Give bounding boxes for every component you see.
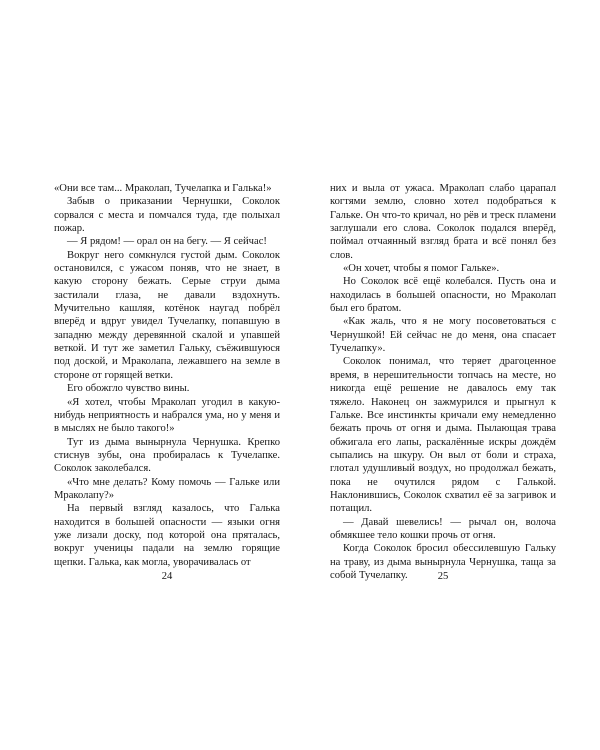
paragraph: Соколок понимал, что теряет драгоценное время, в нерешительности топчась на месте, но никогда ещё решение не давалось ему так тяжело. Наконец он зажмурился и прыгнул к Гальке. Все инстинкты кричали ему немедленно бежать прочь от огня и дыма. Пылающая трава обжигала его лапы, раскалённые искры дождём сыпались на шкуру. Он выл от боли и страха, глотал удушливый воздух, но продолжал бежать, пока не очутился рядом с Галькой. Наклонившись, Соколок схватил её за загривок и потащил.	[330, 356, 556, 515]
paragraph: Вокруг него сомкнулся густой дым. Соколок остановился, с ужасом поняв, что не знает, в какую сторону бежать. Серые струи дыма застилали глаза, не давали вздохнуть. Мучительно кашляя, котёнок наугад побрёл вперёд и вдруг увидел Тучелапку, попавшую в западню между деревянной скалой и упавшей веткой. И тут же заметил Гальку, съёжившуюся под доской, и Мраколапа, лежавшего на земле в стороне от горящей ветки.	[54, 249, 280, 381]
left-page-text	[54, 182, 280, 569]
paragraph: «Они все там... Мраколап, Тучелапка и Галька!»	[54, 183, 272, 194]
paragraph: Его обожгло чувство вины.	[67, 383, 190, 395]
paragraph: Но Соколок всё ещё колебался. Пусть она и находилась в большей опасности, но Мраколап был его братом.	[330, 276, 556, 315]
paragraph: «Что мне делать? Кому помочь — Гальке или Мраколапу?»	[54, 476, 280, 501]
paragraph: «Как жаль, что я не могу посоветоваться с Чернушкой! Ей сейчас не до меня, она спасает Тучелапку».	[330, 316, 556, 355]
paragraph: «Я хотел, чтобы Мраколап угодил в какую-нибудь неприятность и набрался ума, но у меня и в мыслях не было такого!»	[54, 396, 280, 435]
paragraph: «Он хочет, чтобы я помог Гальке».	[343, 263, 500, 275]
right-page-text	[330, 182, 556, 582]
page-number: 24	[161, 571, 173, 582]
paragraph: — Я рядом! — орал он на бегу. — Я сейчас!	[67, 236, 267, 248]
paragraph: Забыв о приказании Чернушки, Соколок сорвался с места и помчался туда, где полыхал пожар.	[54, 196, 280, 235]
paragraph: Тут из дыма вынырнула Чернушка. Крепко стиснув зубы, она пробиралась к Тучелапке. Соколок заколебался.	[54, 436, 280, 475]
page-number: 25	[437, 571, 449, 582]
paragraph: — Давай шевелись! — рычал он, волоча обмякшее тело кошки прочь от огня.	[330, 516, 556, 541]
paragraph: Когда Соколок бросил обессилевшую Гальку на траву, из дыма вынырнула Чернушка, таща за собой Тучелапку.	[330, 543, 556, 581]
paragraph: На первый взгляд казалось, что Галька находится в большей опасности — языки огня уже лизали доску, под которой она пряталась, вокруг ученицы падали на землю горящие щепки. Галька, как могла, уворачивалась от	[54, 503, 280, 568]
paragraph: них и выла от ужаса. Мраколап слабо царапал когтями землю, словно хотел подобраться к Гальке. Он что-то кричал, но рёв и треск пламени заглушали его слова. Соколок подался вперёд, поймал отчаянный взгляд брата и всё понял без слов.	[330, 183, 556, 261]
right-page	[300, 0, 600, 750]
